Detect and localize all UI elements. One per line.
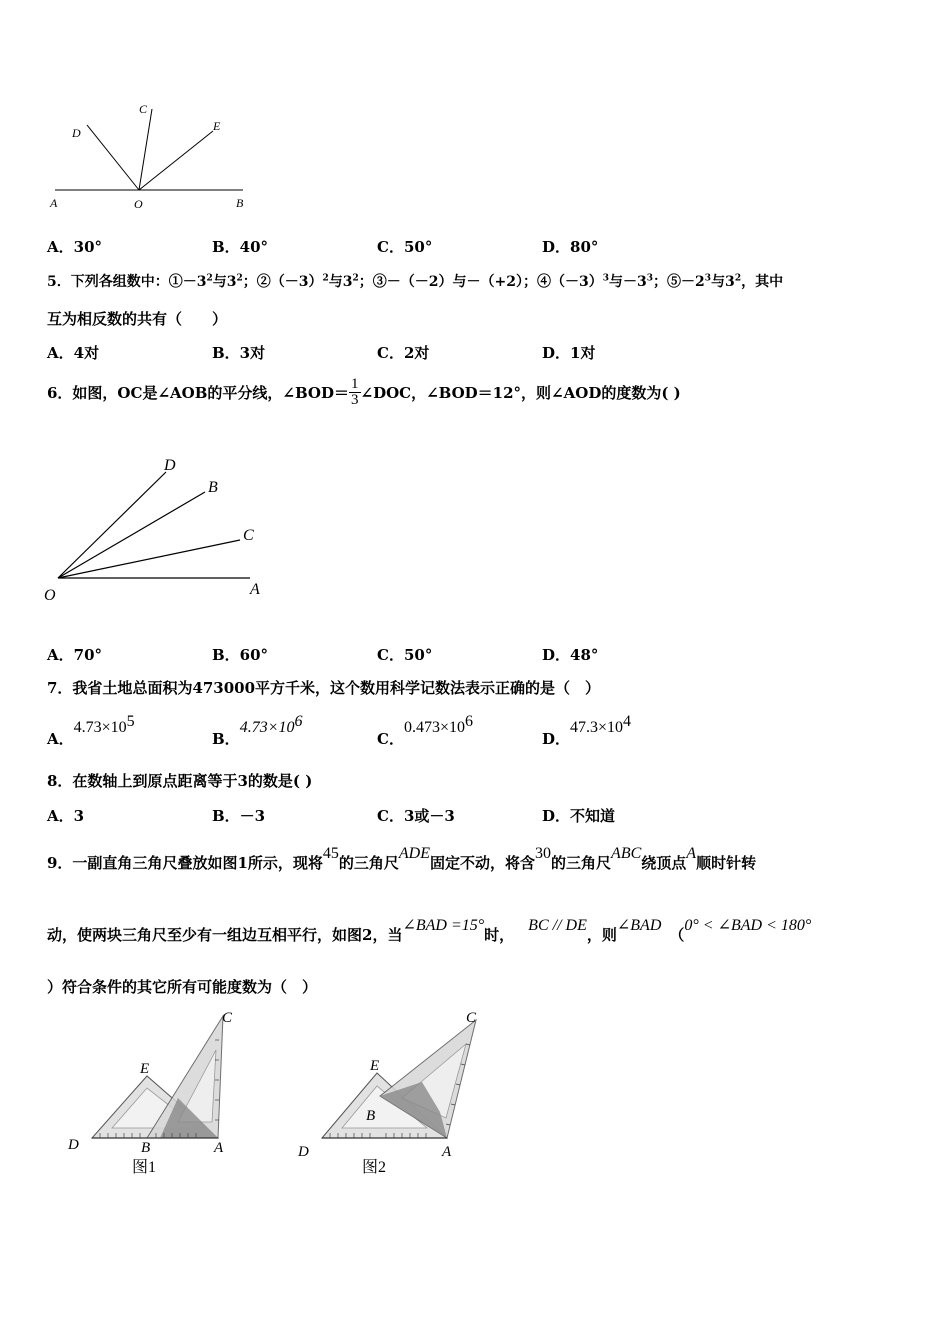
ray-oc bbox=[139, 109, 152, 190]
label-a: A bbox=[442, 1144, 452, 1160]
label-b: B bbox=[141, 1140, 151, 1156]
q8-option-d: D．不知道 bbox=[542, 807, 616, 825]
q4-option-d: D．80° bbox=[542, 238, 599, 256]
q5-option-a: A．4对 bbox=[47, 344, 100, 362]
label-e: E bbox=[370, 1058, 380, 1074]
label-d: D bbox=[68, 1137, 79, 1153]
figure-2-caption: 图2 bbox=[362, 1159, 387, 1176]
q5-option-c: C．2对 bbox=[377, 344, 430, 362]
label-b: B bbox=[236, 196, 244, 210]
question-7: 7．我省土地总面积为473000平方千米，这个数用科学记数法表示正确的是（ ） bbox=[47, 679, 601, 697]
question-5-line1: 5．下列各组数中：$①-3^2$与$3^2$；$②(-3)^2$与$3^2$；③－（－2）与－（+2）；$④(-3)^3$与$-3^3$；$⑤-2^3$与$3^2$，其中 bbox=[47, 273, 784, 290]
q7-option-a: A．$4.73\times 10^5$ bbox=[47, 713, 135, 748]
ray-od bbox=[87, 125, 139, 190]
q6-option-a: A．70° bbox=[47, 646, 103, 664]
label-c: C bbox=[222, 1010, 233, 1026]
q5-option-d: D．1对 bbox=[542, 344, 596, 362]
label-c: C bbox=[139, 102, 148, 116]
label-o: O bbox=[44, 587, 56, 604]
label-d: D bbox=[298, 1144, 309, 1160]
q7-option-d: D．$47.3\times 10^4$ bbox=[542, 713, 632, 748]
angle-figure-top bbox=[40, 95, 260, 215]
question-5-line2: 互为相反数的共有（ ） bbox=[47, 310, 228, 328]
question-9-line1: 9．一副直角三角尺叠放如图1所示，现将45的三角尺ADE固定不动，将含30的三角尺ABC绕顶点A顺时针转 bbox=[47, 845, 757, 872]
q8-option-c: C．3或－3 bbox=[377, 807, 455, 825]
fraction-one-third: $\frac{1}{3}$ bbox=[351, 376, 359, 408]
label-a: A bbox=[50, 196, 58, 210]
q6-option-b: B．60° bbox=[212, 646, 269, 664]
label-b: B bbox=[366, 1108, 376, 1124]
label-e: E bbox=[213, 119, 221, 133]
ray-ob bbox=[58, 492, 205, 578]
ray-oe bbox=[139, 131, 213, 190]
q7-option-c: C．$0.473\times 10^6$ bbox=[377, 713, 473, 748]
label-c: C bbox=[243, 527, 254, 544]
triangle-figure-1 bbox=[60, 1000, 260, 1180]
q6-option-d: D．48° bbox=[542, 646, 599, 664]
label-d: D bbox=[164, 457, 176, 474]
ray-od bbox=[58, 472, 166, 578]
q8-option-a: A．3 bbox=[47, 807, 85, 825]
question-8: 8．在数轴上到原点距离等于3的数是( ) bbox=[47, 772, 313, 790]
label-a: A bbox=[250, 581, 260, 598]
q4-option-a: A．30° bbox=[47, 238, 103, 256]
label-a: A bbox=[214, 1140, 224, 1156]
q8-option-b: B．－3 bbox=[212, 807, 266, 825]
question-9-line2: 动，使两块三角尺至少有一组边互相平行，如图2，当∠BAD =15°时，BC // DE，则∠BAD（0° < ∠BAD < 180° bbox=[47, 917, 812, 944]
figure-1-caption: 图1 bbox=[132, 1159, 157, 1176]
label-e: E bbox=[140, 1061, 150, 1077]
q4-option-c: C．50° bbox=[377, 238, 433, 256]
label-o: O bbox=[134, 197, 143, 211]
label-c: C bbox=[466, 1010, 477, 1026]
triangle-figure-2 bbox=[290, 1000, 510, 1180]
q6-option-c: C．50° bbox=[377, 646, 433, 664]
ray-oc bbox=[58, 540, 240, 578]
question-9-line3: ）符合条件的其它所有可能度数为（ ） bbox=[47, 978, 318, 996]
question-6: 6．如图，OC是∠AOB的平分线，∠BOD＝ $\frac{1}{3}$ ∠DOC，∠BOD＝12°，则∠AOD的度数为( ) bbox=[47, 376, 681, 408]
q5-option-b: B．3对 bbox=[212, 344, 266, 362]
angle-figure-q6 bbox=[40, 450, 280, 610]
label-d: D bbox=[72, 126, 81, 140]
q4-option-b: B．40° bbox=[212, 238, 269, 256]
label-b: B bbox=[208, 479, 218, 496]
q7-option-b: B．$4.73\times 10^6$ bbox=[212, 713, 303, 748]
